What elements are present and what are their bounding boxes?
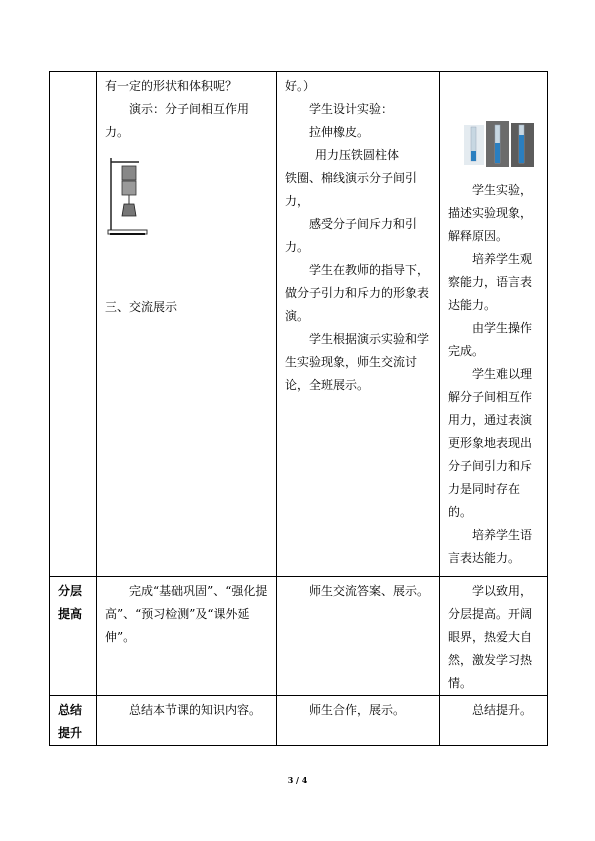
student-text: 铁圈、棉线演示分子间引力， <box>285 171 418 208</box>
activity-cell <box>97 72 277 577</box>
row-head-empty <box>50 72 97 577</box>
intent-text: 培养学生语言表达能力。 <box>448 528 533 565</box>
page-number: 3 / 4 <box>287 775 308 785</box>
lesson-table <box>49 71 548 746</box>
student-text: 拉伸橡皮。 <box>309 125 370 139</box>
weight-stand-figure <box>105 156 150 238</box>
activity-cell <box>97 696 277 746</box>
intent-text: 学生实验，描述实验现象，解释原因。 <box>448 183 533 243</box>
section-heading: 三、交流展示 <box>105 300 178 314</box>
intent-text: 由学生操作完成。 <box>448 321 533 358</box>
student-text: 用力压铁圆柱体 <box>315 148 400 162</box>
student-text: 师生合作，展示。 <box>309 703 406 717</box>
student-text: 学生根据演示实验和学生实验现象，师生交流讨论，全班展示。 <box>285 332 430 392</box>
activity-text: 完成“基础巩固”、“强化提高”、“预习检测”及“课外延伸”。 <box>105 584 268 644</box>
design-intent-cell <box>440 577 548 696</box>
intent-text: 学以致用，分层提高。开阔眼界，热爱大自然，激发学习热情。 <box>448 584 533 690</box>
design-intent-cell <box>440 696 548 746</box>
intent-text: 学生难以理解分子间相互作用力，通过表演更形象地表现出分子间引力和斥力是同时存在的。 <box>448 367 533 519</box>
activity-text: 有一定的形状和体积呢？ <box>105 79 238 93</box>
table-row <box>50 696 548 746</box>
table-row <box>50 577 548 696</box>
student-text: 学生设计实验： <box>309 102 394 116</box>
row-head-layered: 分层提高 <box>50 577 97 696</box>
student-text: 感受分子间斥力和引力。 <box>285 217 418 254</box>
diffusion-photos <box>464 121 534 167</box>
student-activity-cell <box>277 696 440 746</box>
design-intent-cell <box>440 72 548 577</box>
student-activity-cell <box>277 72 440 577</box>
activity-cell <box>97 577 277 696</box>
table-row <box>50 72 548 577</box>
intent-text: 总结提升。 <box>472 703 533 717</box>
row-head-summary: 总结提升 <box>50 696 97 746</box>
activity-text: 总结本节课的知识内容。 <box>129 703 262 717</box>
student-text: 师生交流答案、展示。 <box>309 584 430 598</box>
demo-text: 演示：分子间相互作用力。 <box>105 102 250 139</box>
intent-text: 培养学生观察能力，语言表达能力。 <box>448 252 533 312</box>
student-text: 学生在教师的指导下，做分子引力和斥力的形象表演。 <box>285 263 430 323</box>
student-activity-cell <box>277 577 440 696</box>
student-text: 好。） <box>285 79 316 93</box>
